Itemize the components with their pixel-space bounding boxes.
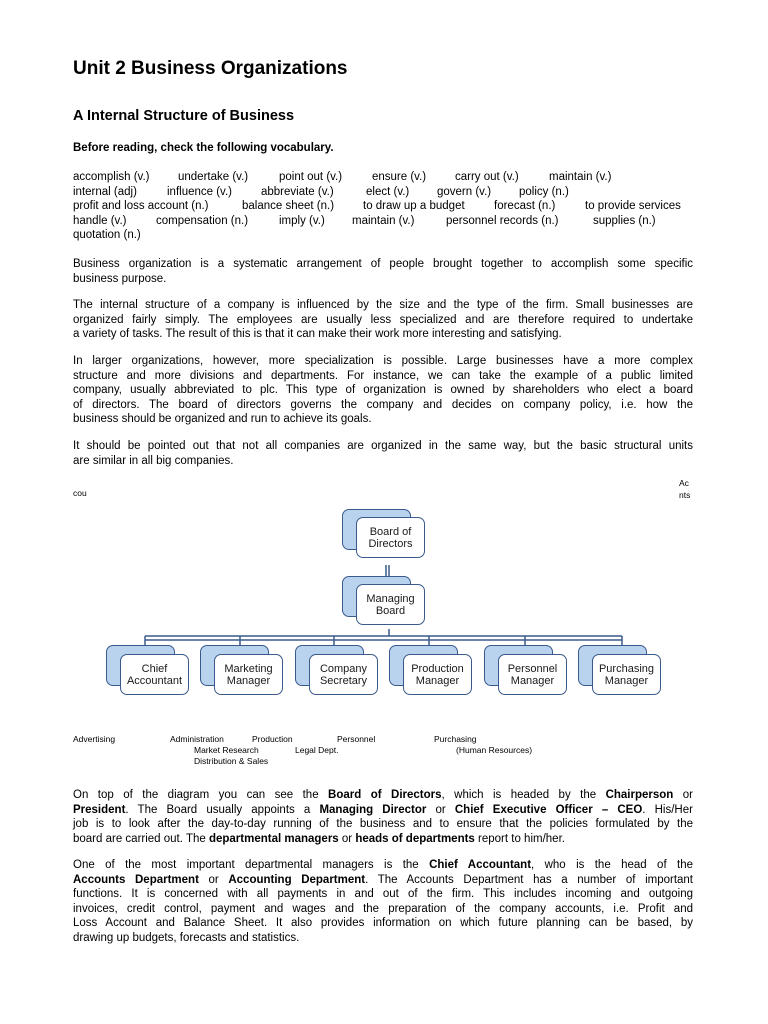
vocab-item: govern (v.) <box>437 185 492 198</box>
text-line: business should be organized and run to achieve its goals. <box>73 413 372 426</box>
dept-label-market-research: Market Research <box>194 745 259 755</box>
pre-reading-instruction: Before reading, check the following vocabulary. <box>73 142 334 154</box>
paragraph-chief-accountant <box>73 858 693 946</box>
fragment-text: Ac <box>679 478 689 488</box>
org-box-purchasing-manager: Purchasing Manager <box>592 654 661 695</box>
vocab-item: abbreviate (v.) <box>261 185 334 198</box>
dept-label-advertising: Advertising <box>73 734 116 744</box>
fragment-text: nts <box>679 490 691 500</box>
dept-label-human-resources: (Human Resources) <box>456 745 533 755</box>
dept-label-distribution: Distribution & Sales <box>194 756 269 766</box>
dept-label-purchasing: Purchasing <box>434 734 477 744</box>
text-line: job is to look after the day-to-day running of the business and to ensure that the policies formulated by the <box>73 818 693 831</box>
vocab-item: personnel records (n.) <box>446 214 559 227</box>
text-line: company, usually abbreviated to plc. This type of organization is owned by shareholders who elect a board <box>73 384 693 397</box>
text-line: The internal structure of a company is influenced by the size and the type of the firm. Small businesses are <box>73 299 693 311</box>
org-box-chief-accountant: Chief Accountant <box>120 654 189 695</box>
vocab-item: undertake (v.) <box>178 171 249 183</box>
vocab-item: quotation (n.) <box>73 229 141 242</box>
text-line: a variety of tasks. The result of this is that it can make their work more interesting and satisfying. <box>73 328 562 341</box>
vocab-item: compensation (n.) <box>156 214 249 227</box>
vocab-item: to provide services <box>585 200 681 213</box>
vocab-item: point out (v.) <box>279 171 343 183</box>
text-line: invoices, credit control, payment and wages and the preparation of the company accounts, i.e. Profit and <box>73 902 693 915</box>
org-box-personnel-manager: Personnel Manager <box>498 654 567 695</box>
vocab-item: profit and loss account (n.) <box>73 200 209 213</box>
vocab-item: ensure (v.) <box>372 171 427 183</box>
text-line: It should be pointed out that not all companies are organized in the same way, but the basic structural units <box>73 440 693 452</box>
vocab-item: elect (v.) <box>366 185 410 198</box>
vocab-item: maintain (v.) <box>352 214 415 227</box>
vocab-item: accomplish (v.) <box>73 171 150 183</box>
vocab-item: handle (v.) <box>73 214 127 227</box>
text-line: structure and more divisions and departments. For instance, we can take the example of a public limited <box>73 369 693 382</box>
org-box-managing-board: Managing Board <box>356 584 425 625</box>
text-line: board are carried out. The departmental managers or heads of departments report to him/her. <box>73 832 565 845</box>
text-line: organized fairly simply. The employees are usually less specialized and are therefore required to undertake <box>73 313 693 326</box>
vocab-item: to draw up a budget <box>363 200 465 213</box>
fragment-text: cou <box>73 488 87 498</box>
text-line: Accounts Department or Accounting Department. The Accounts Department has a number of important <box>73 873 693 886</box>
vocab-item: maintain (v.) <box>549 171 612 183</box>
text-line: of directors. The board of directors governs the company and decides on company policy, i.e. how the <box>73 398 693 411</box>
text-line: One of the most important departmental managers is the Chief Accountant, who is the head of the <box>73 859 693 871</box>
org-box-production-manager: Production Manager <box>403 654 472 695</box>
text-line: On top of the diagram you can see the Board of Directors, which is headed by the Chairperson or <box>73 789 693 801</box>
text-line: drawing up budgets, forecasts and statistics. <box>73 931 300 944</box>
dept-label-personnel: Personnel <box>337 734 376 744</box>
text-line: Business organization is a systematic arrangement of people brought together to accomplish some specific <box>73 258 693 270</box>
vocab-item: supplies (n.) <box>593 214 656 227</box>
paragraph-board-of-directors <box>73 788 693 846</box>
vocab-item: forecast (n.) <box>494 200 556 213</box>
org-box-board-of-directors: Board of Directors <box>356 517 425 558</box>
text-line: functions. It is concerned with all payments in and out of the firm. This includes incoming and outgoing <box>73 888 693 901</box>
section-title: A Internal Structure of Business <box>73 108 295 124</box>
vocab-item: imply (v.) <box>279 214 325 227</box>
text-line: In larger organizations, however, more specialization is possible. Large businesses have a more complex <box>73 355 693 367</box>
vocab-item: policy (n.) <box>519 185 569 198</box>
dept-label-legal: Legal Dept. <box>295 745 339 755</box>
dept-label-production: Production <box>252 734 293 744</box>
dept-label-administration: Administration <box>170 734 224 744</box>
vocab-item: balance sheet (n.) <box>242 200 335 213</box>
unit-title: Unit 2 Business Organizations <box>73 58 348 79</box>
vocab-item: influence (v.) <box>167 185 232 198</box>
text-line: Loss Account and Balance Sheet. It also provides information on which future planning can be based, by <box>73 917 693 930</box>
vocab-item: internal (adj) <box>73 185 137 198</box>
text-line: are similar in all big companies. <box>73 454 234 467</box>
vocab-item: carry out (v.) <box>455 171 519 183</box>
text-line: President. The Board usually appoints a Managing Director or Chief Executive Officer – CEO. His/Her <box>73 803 693 816</box>
text-line: business purpose. <box>73 272 167 285</box>
org-box-company-secretary: Company Secretary <box>309 654 378 695</box>
org-box-marketing-manager: Marketing Manager <box>214 654 283 695</box>
